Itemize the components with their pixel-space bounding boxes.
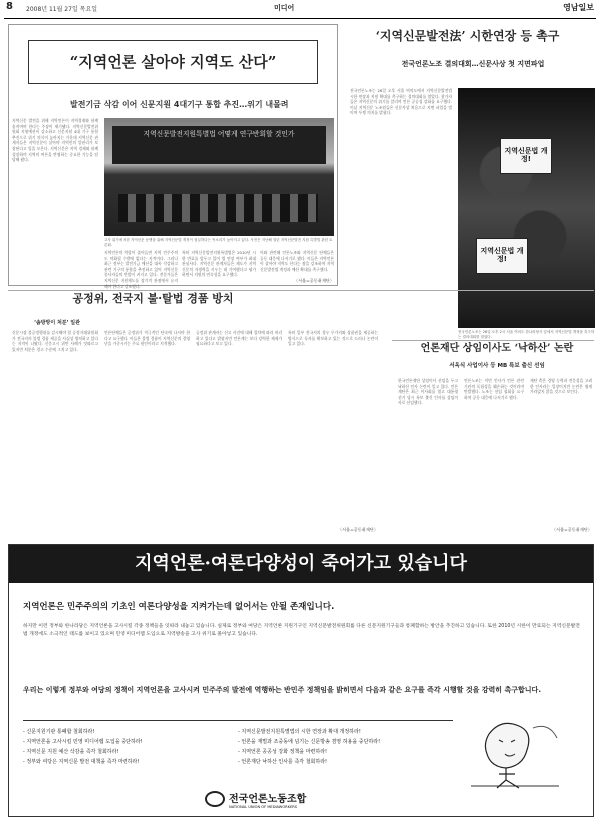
- conference-photo: [104, 118, 334, 236]
- rally-photo: [458, 88, 595, 328]
- article-subtitle: 발전기금 삭감 이어 신문지원 4대기구 통합 추진…위기 내몰려: [70, 100, 289, 109]
- photo-banner: 지역신문발전지원특별법 어떻게 연구반회할 것인가: [112, 126, 326, 164]
- union-name: 전국언론노동조합: [229, 794, 307, 805]
- demand-item: - 지역신문 지원 예산 삭감을 즉각 철회하라!: [23, 749, 119, 755]
- article-column: 언론노조는 이번 인사가 언론 관련 기관의 독립성을 훼손하는 것이라며 반발했다. 노조는 선임 철회를 요구하며 공동 대응에 나서기로 했다.: [464, 378, 524, 400]
- article-column: 한국언론재단 상임이사 선임을 두고 낙하산 인사 논란이 일고 있다. 언론재단은 최근 이사회를 열고 대통령 선거 당시 특보 출신 인사를 상임이사로 선임했다.: [398, 378, 458, 406]
- page-number: 8: [6, 1, 13, 12]
- article-column: 언론단체들은 공정위가 적극적인 단속에 나서야 한다고 요구했다. 이들은 불법 경품이 지역신문의 경영난을 가중시키는 주요 원인이라고 지적했다.: [104, 330, 190, 347]
- ad-body: 하지만 이런 정부와 한나라당은 지역언론을 고사시킬 각종 정책들을 잇따라 내놓고 있습니다. 실제로 정부와 여당은 지역언론 지원기구인 지역신문발전위원회를 다른 신문지원기구들과 통폐합하는 방안을 추진하고 있습니다. 또한 2010년 시한이 만료되는 지역신문발전법 개정에도 소극적인 태도를 보이고 있으며 민영 미디어렙 도입으로 지역방송을 고사 위기로 몰아넣고 있습니다.: [23, 624, 580, 637]
- newspaper-brand: 영남일보: [563, 3, 594, 12]
- union-logo: [205, 791, 401, 811]
- union-advertisement: [8, 544, 594, 817]
- demand-item: - 지역신문발전지원특별법의 시한 연장과 확대 개정하라!: [238, 729, 361, 735]
- article-title: ‘지역신문발전法’ 시한연장 등 촉구: [375, 29, 560, 43]
- photo-caption: 고사 위기에 처한 지역신문 동맹을 위해 지역신문법 개정이 절실하다는 목소리가 높아지고 있다. 사진은 지난해 열린 지역신문발전 지원 특별법 관련 토론회.: [104, 238, 333, 247]
- article-column: 재단 측은 경영 능력과 전문성을 고려한 인사라는 입장이지만 논란은 쉽게 가라앉지 않을 것으로 보인다.: [530, 378, 592, 395]
- divider: [8, 290, 594, 291]
- article-byline: 〈서울=공동취재단〉: [293, 278, 334, 283]
- article-column: 특히 일부 전국지의 경우 무가지와 상품권을 제공하는 방식으로 독자를 확보하고 있는 것으로 드러나 논란이 일고 있다.: [288, 330, 378, 347]
- demand-item: - 정부와 여당은 지역신문 발전 대책을 즉각 마련하라!: [23, 759, 140, 765]
- article-column: 전국언론노조는 26일 오후 서울 여의도에서 지역신문발전법 시한 연장과 지원 확대를 촉구하는 결의대회를 열었다. 참가자들은 지역신문의 위기를 알리며 언론 공공성 강화를 요구했다. 이날 지역신문 노조원들은 신문사상 처음으로 지면 파업을 벌이며 투쟁 의지를 밝혔다.: [350, 88, 452, 116]
- union-name-english: NATIONAL UNION OF MEDIAWORKERS: [229, 805, 298, 809]
- demand-item: - 지역언론 공공성 강화 정책을 마련하라!: [238, 749, 328, 755]
- union-logo-icon: [205, 791, 225, 807]
- protest-sign: 지역신문법 개정!: [500, 138, 552, 174]
- divider: [392, 340, 594, 341]
- article-column: 공정위 관계자는 신고 사건에 대해 절차에 따라 처리하고 있다고 밝혔지만 언론계는 보다 강력한 제재가 필요하다고 보고 있다.: [196, 330, 282, 347]
- article-title: 언론재단 상임이사도 ‘낙하산’ 논란: [420, 343, 574, 354]
- demand-item: - 지역언론을 고사시킬 민영 미디어렙 도입을 중단하라!: [23, 739, 143, 745]
- demand-item: - 언론을 재벌과 조중동에 넘기는 신문방송 겸영 허용을 중단하라!: [238, 739, 381, 745]
- article-title: “지역언론 살아야 지역도 산다”: [28, 40, 318, 84]
- article-subtitle: 전국언론노조 결의대회…신문사상 첫 지면파업: [401, 60, 545, 68]
- page-header: [4, 3, 596, 19]
- article-column: 이와 관련해 언론노조와 지역신문 단체들은 공동 대응에 나서기로 했다. 이들은 지역언론이 살아야 지역도 산다는 점을 강조하며 지역신문발전법 개정과 예산 확대를 촉구했다.: [260, 250, 334, 272]
- article-column: 지역언론의 역할이 줄어들면 지역 민주주의도 약화될 수밖에 없다는 지적이다. 그러나 최근 정부는 발전기금 예산을 대폭 삭감하고 관련 기구의 통합을 추진하고 있어 지역신문 종사자들의 반발이 커지고 있다. 전문가들은 지역신문 지원제도를 장기적 관점에서 유지해야 한다고 강조했다.: [104, 250, 178, 289]
- demand-item: - 언론재단 낙하산 인사를 즉각 철회하라!: [238, 759, 328, 765]
- article-subtitle: ‘솜방망이 처분’ 일관: [34, 320, 80, 326]
- photo-people: [118, 194, 318, 222]
- article-column: 신문시장 불공정행위를 감시해야 할 공정거래위원회가 전국지의 불법 경품 제공을 사실상 방치하고 있다는 지적이 나왔다. 신문고시 위반 사례가 잇따르고 있지만 처분은 경고 수준에 그치고 있다.: [12, 330, 98, 352]
- article-title: 공정위, 전국지 불·탈법 경품 방치: [72, 292, 234, 305]
- article-subtitle: 서옥식 사업이사 등 MB 특보 출신 선임: [449, 363, 545, 369]
- cartoon-illustration: [461, 710, 573, 795]
- article-byline: 〈서울=공동취재단〉: [337, 527, 378, 532]
- article-byline: 〈서울=공동취재단〉: [551, 527, 592, 532]
- ad-demand: 우리는 이렇게 정부와 여당의 정책이 지역언론을 고사시켜 민주주의 발전에 역행하는 반민주 정책임을 밝히면서 다음과 같은 요구를 즉각 시행할 것을 강력히 촉구합니다.: [23, 686, 541, 694]
- issue-date: 2008년 11월 27일 목요일: [26, 6, 98, 13]
- section-name: 미디어: [274, 4, 295, 12]
- ad-banner: 지역언론·여론다양성이 죽어가고 있습니다: [9, 545, 593, 583]
- demand-item: - 신문지원기관 통폐합 철회하라!: [23, 729, 95, 735]
- ad-lead: 지역언론은 민주주의의 기초인 여론다양성을 지켜가는데 없어서는 안될 존재입니다.: [23, 602, 335, 612]
- photo-caption: 전국언론노조는 26일 오후 2시 서울 여의도 한나라당사 앞에서 지역신문법 개정을 촉구하는 결의대회를 열었다.: [458, 330, 595, 339]
- article-column: 특히 지역신문발전지원특별법은 2010년 시한 만료를 앞두고 있어 법 연장 여부가 최대 관심사다. 지역신문 관계자들은 제도가 지역신문의 자생력을 키우는 데 기여했다고 평가하면서 지원의 연속성을 요구했다.: [182, 250, 256, 278]
- article-column: 지역신문 발전을 위해 지역언론이 지역경제와 함께 움직여야 한다는 주장이 제기됐다. 지역신문발전위원회 지원예산이 감소하고 신문지원 4대 기구 통합 추진으로 위기 의식이 높아지는 가운데 지역신문 관계자들은 지역신문이 살아야 지역민의 알권리가 보장된다고 입을 모은다. 지역신문은 지역 경제와 함께 성장하며 지역의 여론을 반영하는 중요한 기능을 담당해 왔다.: [12, 118, 98, 163]
- protest-sign: 지역신문법 개정!: [476, 238, 528, 274]
